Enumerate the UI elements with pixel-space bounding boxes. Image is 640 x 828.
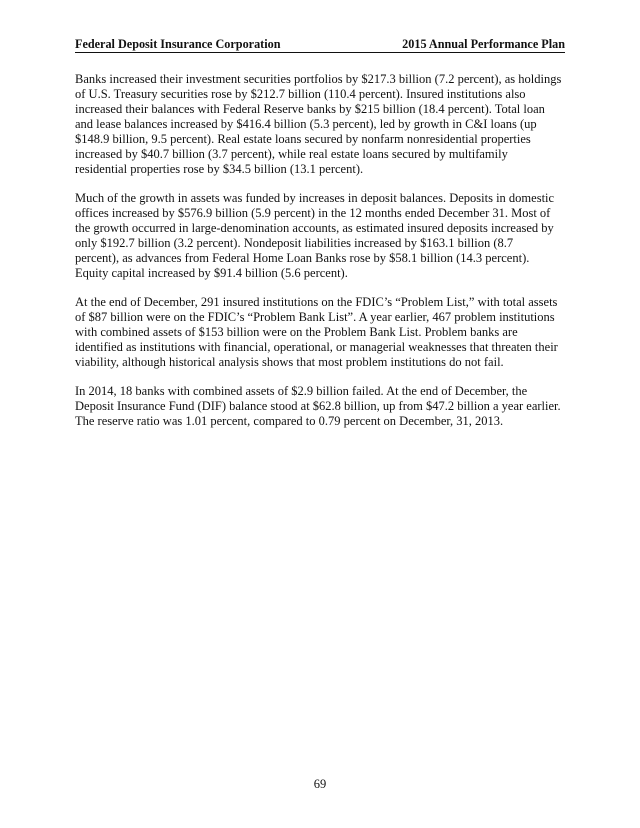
- text-line: Deposit Insurance Fund (DIF) balance stood at $62.8 billion, up from $47.2 billion a year earlier.: [75, 399, 561, 413]
- text-line: the growth occurred in large-denomination accounts, as estimated insured deposits increased by: [75, 221, 554, 235]
- paragraph-bank-failures: [75, 384, 571, 429]
- text-line: Banks increased their investment securities portfolios by $217.3 billion (7.2 percent), as holdings: [75, 72, 562, 86]
- text-line: increased their balances with Federal Reserve banks by $215 billion (18.4 percent). Total loan: [75, 102, 545, 116]
- text-line: viability, although historical analysis shows that most problem institutions do not fail.: [75, 355, 504, 369]
- text-line: $148.9 billion, 9.5 percent). Real estate loans secured by nonfarm nonresidential properties: [75, 132, 531, 146]
- text-line: identified as institutions with financial, operational, or managerial weaknesses that threaten their: [75, 340, 558, 354]
- paragraph-problem-list: [75, 295, 571, 370]
- text-line: Much of the growth in assets was funded by increases in deposit balances. Deposits in domestic: [75, 191, 555, 205]
- header-organization: Federal Deposit Insurance Corporation: [75, 37, 281, 51]
- header-document-title: 2015 Annual Performance Plan: [402, 37, 565, 51]
- text-line: increased by $40.7 billion (3.7 percent), while real estate loans secured by multifamily: [75, 147, 508, 161]
- text-line: residential properties rose by $34.5 billion (13.1 percent).: [75, 162, 364, 176]
- document-body: [75, 72, 571, 443]
- text-line: In 2014, 18 banks with combined assets of $2.9 billion failed. At the end of December, the: [75, 384, 528, 398]
- paragraph-investment-securities: [75, 72, 571, 177]
- text-line: only $192.7 billion (3.2 percent). Nondeposit liabilities increased by $163.1 billion (8.7: [75, 236, 514, 250]
- page-header: [75, 36, 565, 53]
- page-number: 69: [313, 777, 327, 791]
- text-line: The reserve ratio was 1.01 percent, compared to 0.79 percent on December, 31, 2013.: [75, 414, 504, 428]
- text-line: of U.S. Treasury securities rose by $212.7 billion (110.4 percent). Insured institutions also: [75, 87, 526, 101]
- paragraph-deposit-growth: [75, 191, 571, 281]
- text-line: percent), as advances from Federal Home Loan Banks rose by $58.1 billion (14.3 percent).: [75, 251, 530, 265]
- text-line: with combined assets of $153 billion were on the Problem Bank List. Problem banks are: [75, 325, 518, 339]
- text-line: and lease balances increased by $416.4 billion (5.3 percent), led by growth in C&I loans (up: [75, 117, 537, 131]
- text-line: of $87 billion were on the FDIC’s “Problem Bank List”. A year earlier, 467 problem institutions: [75, 310, 555, 324]
- text-line: offices increased by $576.9 billion (5.9 percent) in the 12 months ended December 31. Most of: [75, 206, 551, 220]
- text-line: At the end of December, 291 insured institutions on the FDIC’s “Problem List,” with total assets: [75, 295, 558, 309]
- text-line: Equity capital increased by $91.4 billion (5.6 percent).: [75, 266, 348, 280]
